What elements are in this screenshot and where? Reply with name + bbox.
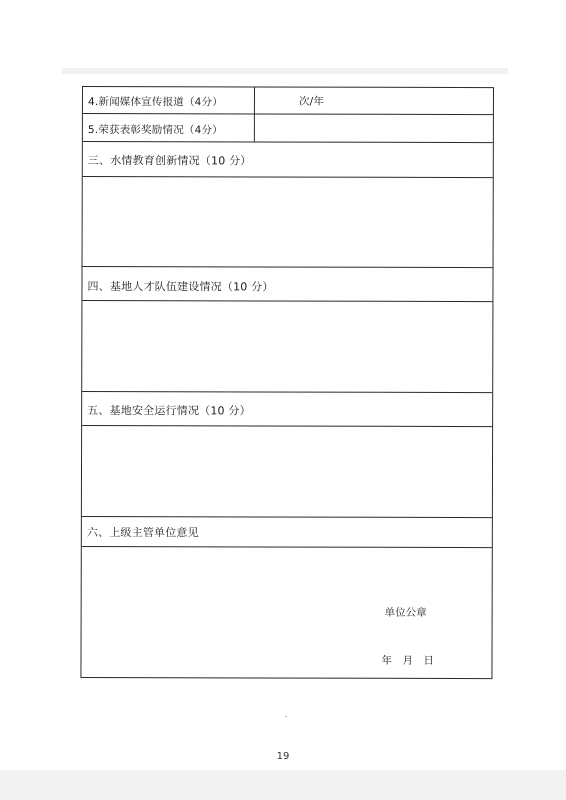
section-6-heading-row (82, 517, 492, 548)
row-awards-label: 5.荣获表彰奖励情况（4分） (87, 124, 223, 137)
section-6-heading: 六、上级主管单位意见 (86, 526, 199, 540)
row-media-coverage-label-cell (83, 87, 255, 113)
section-4-heading-row (82, 267, 492, 302)
section-6-content-area[interactable] (81, 547, 491, 678)
section-3-heading-row (83, 142, 493, 178)
scan-top-shadow (62, 68, 508, 74)
scan-speck (285, 716, 287, 717)
row-awards-label-cell (83, 114, 255, 141)
section-5-content-area[interactable] (82, 426, 492, 518)
section-5-heading-row (82, 392, 492, 427)
scan-bottom-shadow (0, 770, 566, 800)
official-seal-label: 单位公章 (384, 606, 427, 619)
section-3-heading: 三、水情教育创新情况（10 分） (87, 154, 252, 168)
date-label: 年 月 日 (381, 654, 435, 667)
row-media-coverage-label: 4.新闻媒体宣传报道（4分） (87, 96, 223, 109)
page-number: 19 (276, 751, 290, 762)
row-awards (83, 114, 493, 143)
evaluation-form-table (80, 86, 494, 679)
section-4-heading: 四、基地人才队伍建设情况（10 分） (87, 280, 274, 294)
section-5-heading: 五、基地安全运行情况（10 分） (87, 404, 251, 418)
row-media-coverage (83, 87, 493, 115)
section-4-content-area[interactable] (82, 301, 492, 393)
section-3-content-area[interactable] (83, 177, 493, 268)
row-media-coverage-unit: 次/年 (298, 95, 325, 108)
